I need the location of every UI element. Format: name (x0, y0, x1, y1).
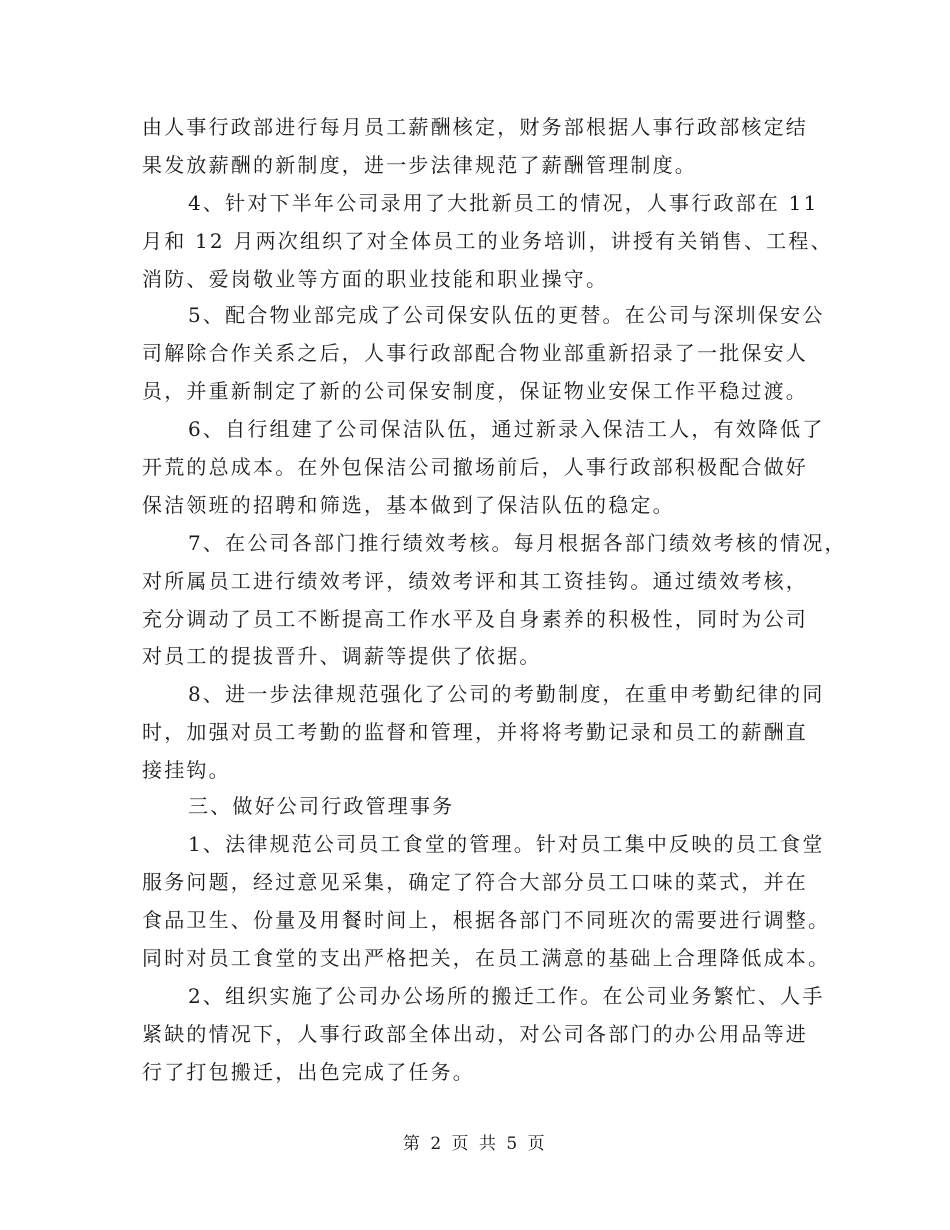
body-line: 由人事行政部进行每月员工薪酬核定，财务部根据人事行政部核定结 (142, 115, 808, 139)
body-line: 时，加强对员工考勤的监督和管理，并将将考勤记录和员工的薪酬直 (142, 720, 808, 744)
body-line: 司解除合作关系之后，人事行政部配合物业部重新招录了一批保安人 (142, 341, 808, 365)
body-line: 果发放薪酬的新制度，进一步法律规范了薪酬管理制度。 (142, 153, 697, 177)
paragraph-item-4-line: 4、针对下半年公司录用了大批新员工的情况，人事行政部在 11 (188, 191, 819, 215)
paragraph-item-6-line: 6、自行组建了公司保洁队伍，通过新录入保洁工人，有效降低了 (188, 417, 825, 441)
body-line: 员，并重新制定了新的公司保安制度，保证物业安保工作平稳过渡。 (142, 379, 808, 403)
body-line: 对员工的提拔晋升、调薪等提供了依据。 (142, 644, 542, 668)
paragraph-item-8-line: 8、进一步法律规范强化了公司的考勤制度，在重申考勤纪律的同 (188, 682, 825, 706)
body-line: 紧缺的情况下，人事行政部全体出动，对公司各部门的办公用品等进 (142, 1022, 808, 1046)
paragraph-item-7-line: 7、在公司各部门推行绩效考核。每月根据各部门绩效考核的情况， (188, 531, 847, 555)
body-line: 行了打包搬迁，出色完成了任务。 (142, 1060, 475, 1084)
body-line: 接挂钩。 (142, 758, 231, 782)
body-line: 开荒的总成本。在外包保洁公司撤场前后，人事行政部积极配合做好 (142, 455, 808, 479)
paragraph-item-1-line: 1、法律规范公司员工食堂的管理。针对员工集中反映的员工食堂 (188, 832, 825, 856)
paragraph-item-2-line: 2、组织实施了公司办公场所的搬迁工作。在公司业务繁忙、人手 (188, 984, 825, 1008)
body-line: 服务问题，经过意见采集，确定了符合大部分员工口味的菜式，并在 (142, 870, 808, 894)
body-line: 消防、爱岗敬业等方面的职业技能和职业操守。 (142, 267, 609, 291)
body-line: 月和 12 月两次组织了对全体员工的业务培训，讲授有关销售、工程、 (142, 229, 833, 253)
body-line: 同时对员工食堂的支出严格把关，在员工满意的基础上合理降低成本。 (142, 946, 831, 970)
body-line: 充分调动了员工不断提高工作水平及自身素养的积极性，同时为公司 (142, 607, 808, 631)
paragraph-item-5-line: 5、配合物业部完成了公司保安队伍的更替。在公司与深圳保安公 (188, 303, 825, 327)
body-line: 保洁领班的招聘和筛选，基本做到了保洁队伍的稳定。 (142, 493, 675, 517)
body-line: 对所属员工进行绩效考评，绩效考评和其工资挂钩。通过绩效考核， (142, 569, 808, 593)
page-number-footer: 第 2 页 共 5 页 (402, 1134, 548, 1154)
section-heading: 三、做好公司行政管理事务 (188, 794, 455, 818)
body-line: 食品卫生、份量及用餐时间上，根据各部门不同班次的需要进行调整。 (142, 908, 831, 932)
